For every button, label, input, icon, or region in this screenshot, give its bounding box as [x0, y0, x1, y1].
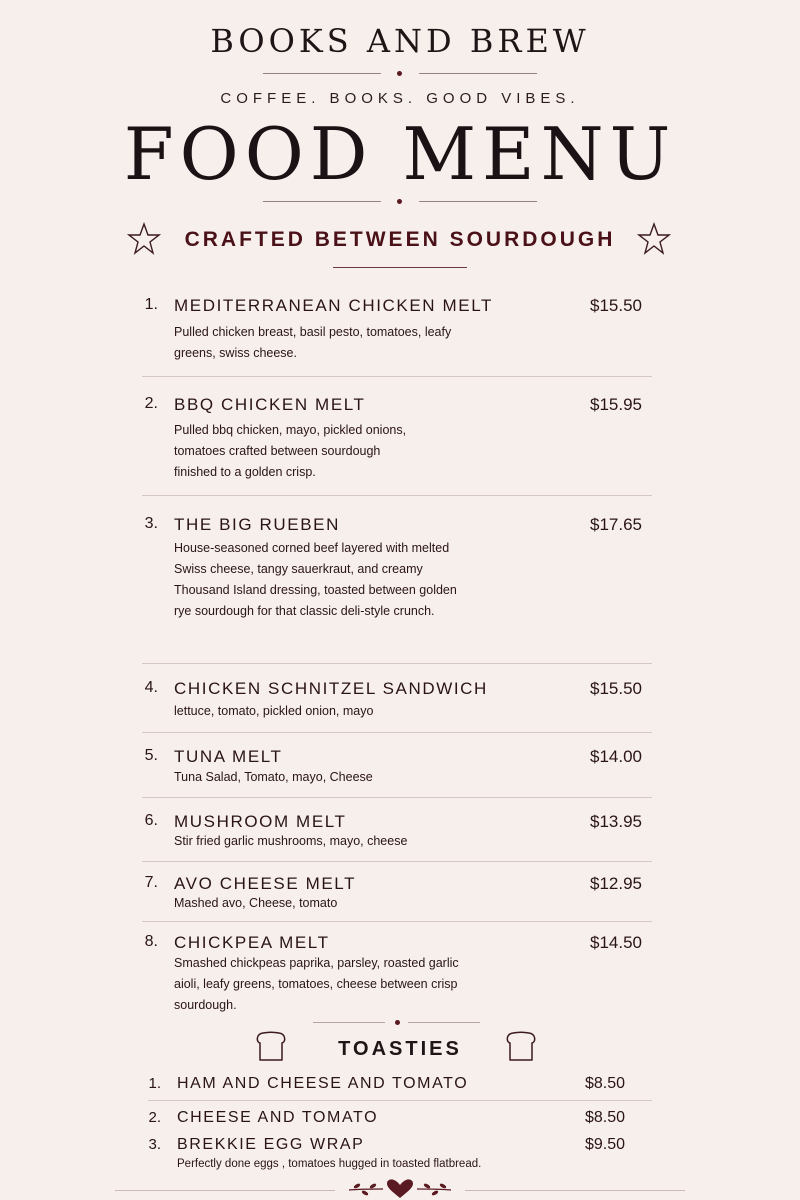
- item-name: MEDITERRANEAN CHICKEN MELT: [174, 296, 493, 315]
- brand-name: BOOKS AND BREW: [210, 22, 590, 60]
- toasties-rule-left: [313, 1022, 385, 1023]
- item-name: CHEESE AND TOMATO: [177, 1109, 379, 1126]
- item-description: Smashed chickpeas paprika, parsley, roasted garlic aioli, leafy greens, tomatoes, cheese between crisp sourdough.: [174, 956, 459, 1012]
- item-number: 1.: [144, 296, 158, 313]
- item-number: 1.: [148, 1075, 161, 1092]
- item-description: Pulled chicken breast, basil pesto, tomatoes, leafy greens, swiss cheese.: [174, 325, 452, 360]
- toasties-divider-dot: [395, 1020, 400, 1025]
- page-title: FOOD MENU: [123, 112, 677, 196]
- item-separator: [142, 495, 652, 496]
- item-description: Tuna Salad, Tomato, mayo, Cheese: [174, 770, 373, 784]
- star-icon: [637, 222, 671, 256]
- item-name: AVO CHEESE MELT: [174, 874, 357, 893]
- footer-rule-right: [465, 1190, 685, 1191]
- item-number: 8.: [144, 933, 158, 950]
- heart-laurel-icon: [343, 1178, 457, 1200]
- item-description: lettuce, tomato, pickled onion, mayo: [174, 704, 374, 718]
- item-price: $12.95: [590, 874, 642, 893]
- item-description: House-seasoned corned beef layered with melted Swiss cheese, tangy sauerkraut, and creamy Thousand Island dressing, toasted between golden rye sourdough for that classic deli-style crunch.: [174, 541, 457, 618]
- item-name: THE BIG RUEBEN: [174, 515, 340, 534]
- item-separator: [142, 921, 652, 922]
- item-separator: [142, 376, 652, 377]
- item-separator: [142, 861, 652, 862]
- brand-divider-dot: [397, 71, 402, 76]
- toasties-rule-right: [408, 1022, 480, 1023]
- item-name: TUNA MELT: [174, 747, 283, 766]
- item-description: Perfectly done eggs , tomatoes hugged in toasted flatbread.: [177, 1158, 482, 1170]
- section-title-sourdough: CRAFTED BETWEEN SOURDOUGH: [184, 228, 616, 251]
- title-divider-dot: [397, 199, 402, 204]
- item-number: 2.: [148, 1109, 161, 1126]
- title-rule-left: [263, 201, 381, 202]
- item-price: $14.50: [590, 933, 642, 952]
- item-name: HAM AND CHEESE AND TOMATO: [177, 1075, 469, 1092]
- item-number: 2.: [144, 395, 158, 412]
- item-number: 6.: [144, 812, 158, 829]
- item-price: $15.50: [590, 296, 642, 315]
- item-separator: [148, 1100, 652, 1101]
- title-rule-right: [419, 201, 537, 202]
- item-price: $15.50: [590, 679, 642, 698]
- item-separator: [142, 732, 652, 733]
- footer-rule-left: [115, 1190, 335, 1191]
- item-number: 4.: [144, 679, 158, 696]
- item-separator: [142, 663, 652, 664]
- brand-rule-right: [419, 73, 537, 74]
- section-underline: [333, 267, 467, 268]
- item-price: $8.50: [584, 1109, 625, 1126]
- tagline: COFFEE. BOOKS. GOOD VIBES.: [220, 90, 580, 107]
- item-price: $13.95: [590, 812, 642, 831]
- item-name: CHICKEN SCHNITZEL SANDWICH: [174, 679, 488, 698]
- item-number: 5.: [144, 747, 158, 764]
- item-number: 3.: [148, 1136, 161, 1153]
- item-price: $17.65: [590, 515, 642, 534]
- item-name: MUSHROOM MELT: [174, 812, 347, 831]
- item-price: $14.00: [590, 747, 642, 766]
- item-number: 7.: [144, 874, 158, 891]
- item-name: BREKKIE EGG WRAP: [177, 1136, 365, 1153]
- item-price: $9.50: [584, 1136, 625, 1153]
- section-title-toasties: TOASTIES: [338, 1038, 462, 1060]
- item-number: 3.: [144, 515, 158, 532]
- item-description: Mashed avo, Cheese, tomato: [174, 896, 338, 910]
- bread-slice-icon: [504, 1030, 538, 1062]
- item-separator: [142, 797, 652, 798]
- item-description: Pulled bbq chicken, mayo, pickled onions, tomatoes crafted between sourdough finished to a golden crisp.: [174, 423, 407, 479]
- item-description: Stir fried garlic mushrooms, mayo, cheese: [174, 834, 408, 848]
- item-price: $15.95: [590, 395, 642, 414]
- item-name: BBQ CHICKEN MELT: [174, 395, 366, 414]
- item-price: $8.50: [584, 1075, 625, 1092]
- item-name: CHICKPEA MELT: [174, 933, 330, 952]
- brand-rule-left: [263, 73, 381, 74]
